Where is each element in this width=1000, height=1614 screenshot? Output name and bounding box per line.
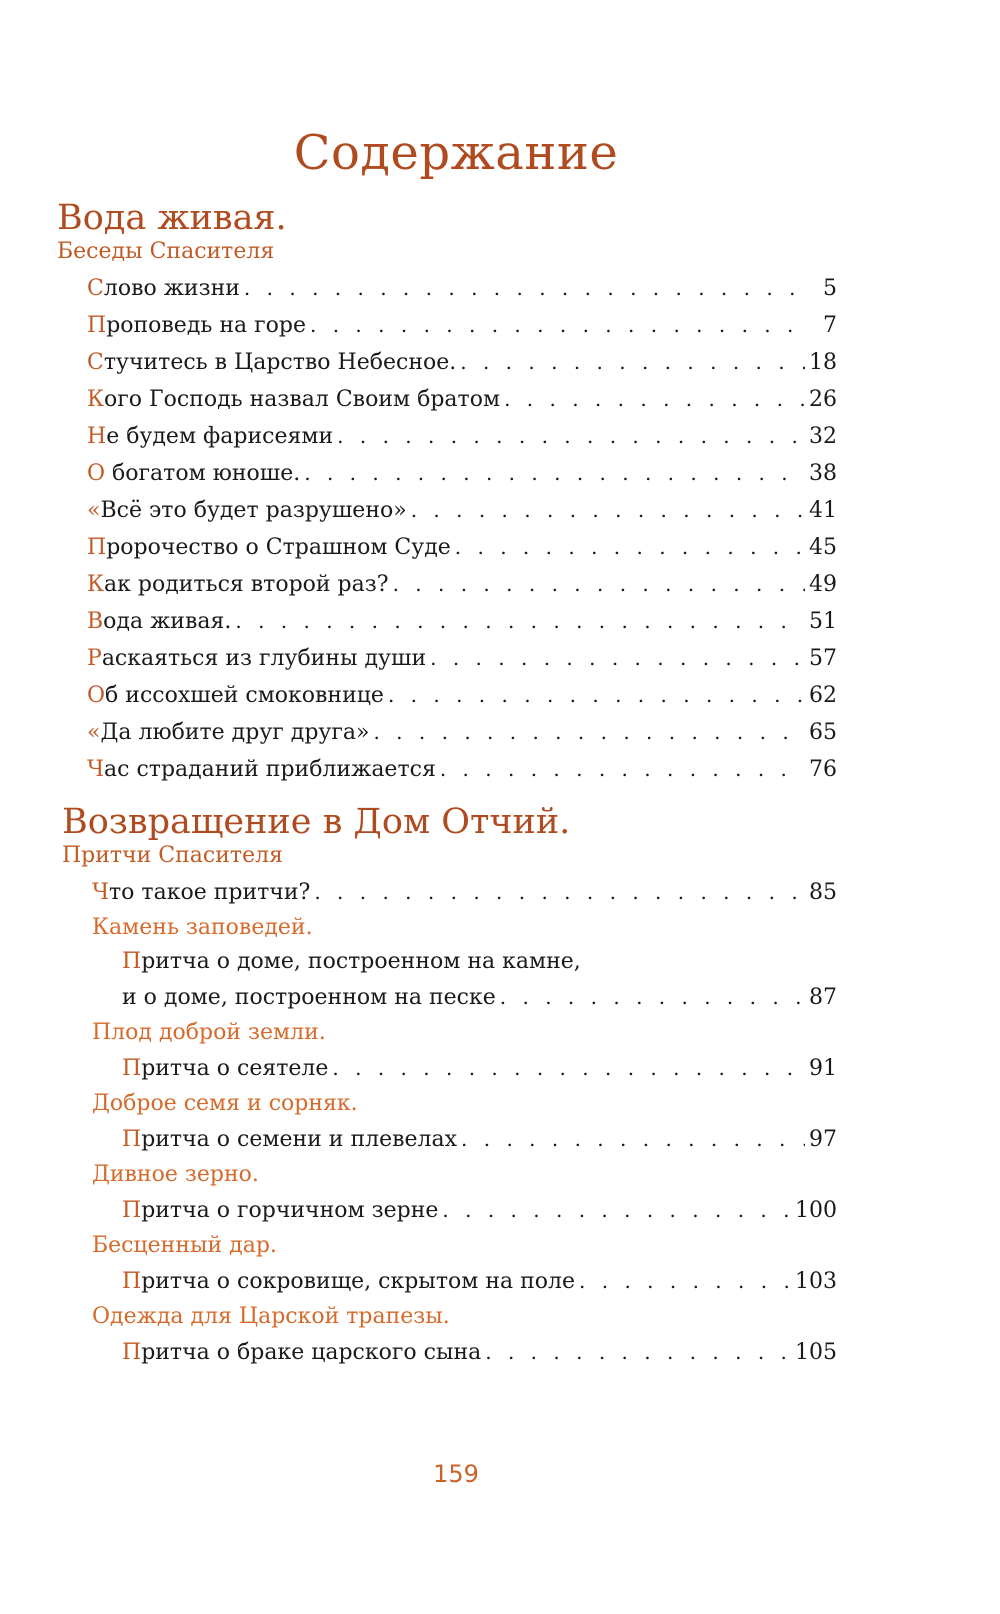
toc-entry[interactable]: Как родиться второй раз? . . . 49 <box>87 566 837 603</box>
parable-group <box>92 1229 837 1300</box>
dot-leader <box>440 751 805 788</box>
dot-leader <box>337 418 805 455</box>
page-ref: 91 <box>809 1056 837 1081</box>
dot-leader <box>244 270 807 307</box>
parable-group <box>92 1016 837 1087</box>
group-heading: Плод доброй земли. <box>92 1020 326 1045</box>
dot-leader <box>411 492 805 529</box>
toc-entry[interactable]: О богатом юноше. . . . 38 <box>87 455 837 492</box>
page-ref: 100 <box>795 1198 837 1223</box>
toc-entry[interactable]: Раскаяться из глубины души . . . 57 <box>87 640 837 677</box>
page-ref: 38 <box>809 461 837 486</box>
section-voda-zhivaya <box>57 198 837 788</box>
dot-leader <box>504 381 805 418</box>
dot-leader <box>579 1263 791 1300</box>
page-ref: 26 <box>809 387 837 412</box>
toc-entry-line[interactable]: Притча о доме, построенном на камне, <box>122 949 581 974</box>
page-ref: 103 <box>795 1269 837 1294</box>
toc-entry[interactable]: Стучитесь в Царство Небесное. . . . 18 <box>87 344 837 381</box>
group-heading: Одежда для Царской трапезы. <box>92 1304 450 1329</box>
page-title: Содержание <box>293 125 619 181</box>
page-ref: 105 <box>795 1340 837 1365</box>
toc-entry[interactable]: Кого Господь назвал Своим братом . . . 26 <box>87 381 837 418</box>
group-heading: Дивное зерно. <box>92 1162 259 1187</box>
toc-entry[interactable]: Что такое притчи? . . . 85 <box>92 874 837 911</box>
toc-list <box>87 270 837 788</box>
toc-entry[interactable]: «Всё это будет разрушено» . . . 41 <box>87 492 837 529</box>
toc-entry[interactable]: Притча о браке царского сына . . . 105 <box>122 1334 837 1371</box>
dot-leader <box>455 529 805 566</box>
dot-leader <box>310 307 807 344</box>
page-ref: 65 <box>809 720 837 745</box>
dot-leader <box>461 1121 805 1158</box>
toc-entry[interactable]: Пророчество о Страшном Суде . . . 45 <box>87 529 837 566</box>
page-ref: 49 <box>809 572 837 597</box>
page-ref: 45 <box>809 535 837 560</box>
dot-leader <box>235 603 805 640</box>
page-ref: 57 <box>809 646 837 671</box>
section-title: Вода живая. <box>57 198 287 238</box>
page-ref: 76 <box>809 757 837 782</box>
page-number: 159 <box>433 1460 479 1488</box>
dot-leader <box>460 344 805 381</box>
group-heading: Бесценный дар. <box>92 1233 277 1258</box>
toc-entry[interactable]: «Да любите друг друга» . . . 65 <box>87 714 837 751</box>
group-heading: Камень заповедей. <box>92 915 313 940</box>
section-vozvrashchenie <box>62 802 837 1371</box>
parable-groups <box>92 911 837 1371</box>
page-ref: 62 <box>809 683 837 708</box>
toc-entry[interactable]: Проповедь на горе . . . 7 <box>87 307 837 344</box>
page-ref: 51 <box>809 609 837 634</box>
section-subtitle: Притчи Спасителя <box>62 843 283 868</box>
dot-leader <box>485 1334 791 1371</box>
dot-leader <box>430 640 805 677</box>
dot-leader <box>388 677 805 714</box>
toc-entry[interactable]: Притча о сокровище, скрытом на поле . . . 103 <box>122 1263 837 1300</box>
parable-group <box>92 1158 837 1229</box>
page-ref: 5 <box>823 276 837 301</box>
dot-leader <box>373 714 805 751</box>
page-ref: 87 <box>809 985 837 1010</box>
page-ref: 32 <box>809 424 837 449</box>
parable-group <box>92 1300 837 1371</box>
page-ref: 7 <box>823 313 837 338</box>
dot-leader <box>442 1192 791 1229</box>
page-ref: 97 <box>809 1127 837 1152</box>
parable-group <box>92 1087 837 1158</box>
toc-entry[interactable]: Не будем фарисеями . . . 32 <box>87 418 837 455</box>
dot-leader <box>304 455 805 492</box>
toc-entry[interactable]: Об иссохшей смоковнице . . . 62 <box>87 677 837 714</box>
toc-entry[interactable]: Притча о семени и плевелах . . . 97 <box>122 1121 837 1158</box>
toc-entry[interactable]: Притча о сеятеле . . . 91 <box>122 1050 837 1087</box>
dot-leader <box>393 566 805 603</box>
dot-leader <box>314 874 805 911</box>
dot-leader <box>500 979 805 1016</box>
parable-group <box>92 911 837 1016</box>
page-ref: 18 <box>809 350 837 375</box>
toc-entry[interactable]: Час страданий приближается . . . 76 <box>87 751 837 788</box>
section-subtitle: Беседы Спасителя <box>57 239 275 264</box>
toc-entry[interactable]: Слово жизни . . . 5 <box>87 270 837 307</box>
toc-entry[interactable]: Притча о горчичном зерне . . . 100 <box>122 1192 837 1229</box>
dot-leader <box>332 1050 805 1087</box>
page-ref: 85 <box>809 880 837 905</box>
toc-entry[interactable]: и о доме, построенном на песке . . . 87 <box>122 979 837 1016</box>
group-heading: Доброе семя и сорняк. <box>92 1091 358 1116</box>
page-ref: 41 <box>809 498 837 523</box>
section-title: Возвращение в Дом Отчий. <box>62 802 571 842</box>
toc-entry[interactable]: Вода живая. . . . 51 <box>87 603 837 640</box>
